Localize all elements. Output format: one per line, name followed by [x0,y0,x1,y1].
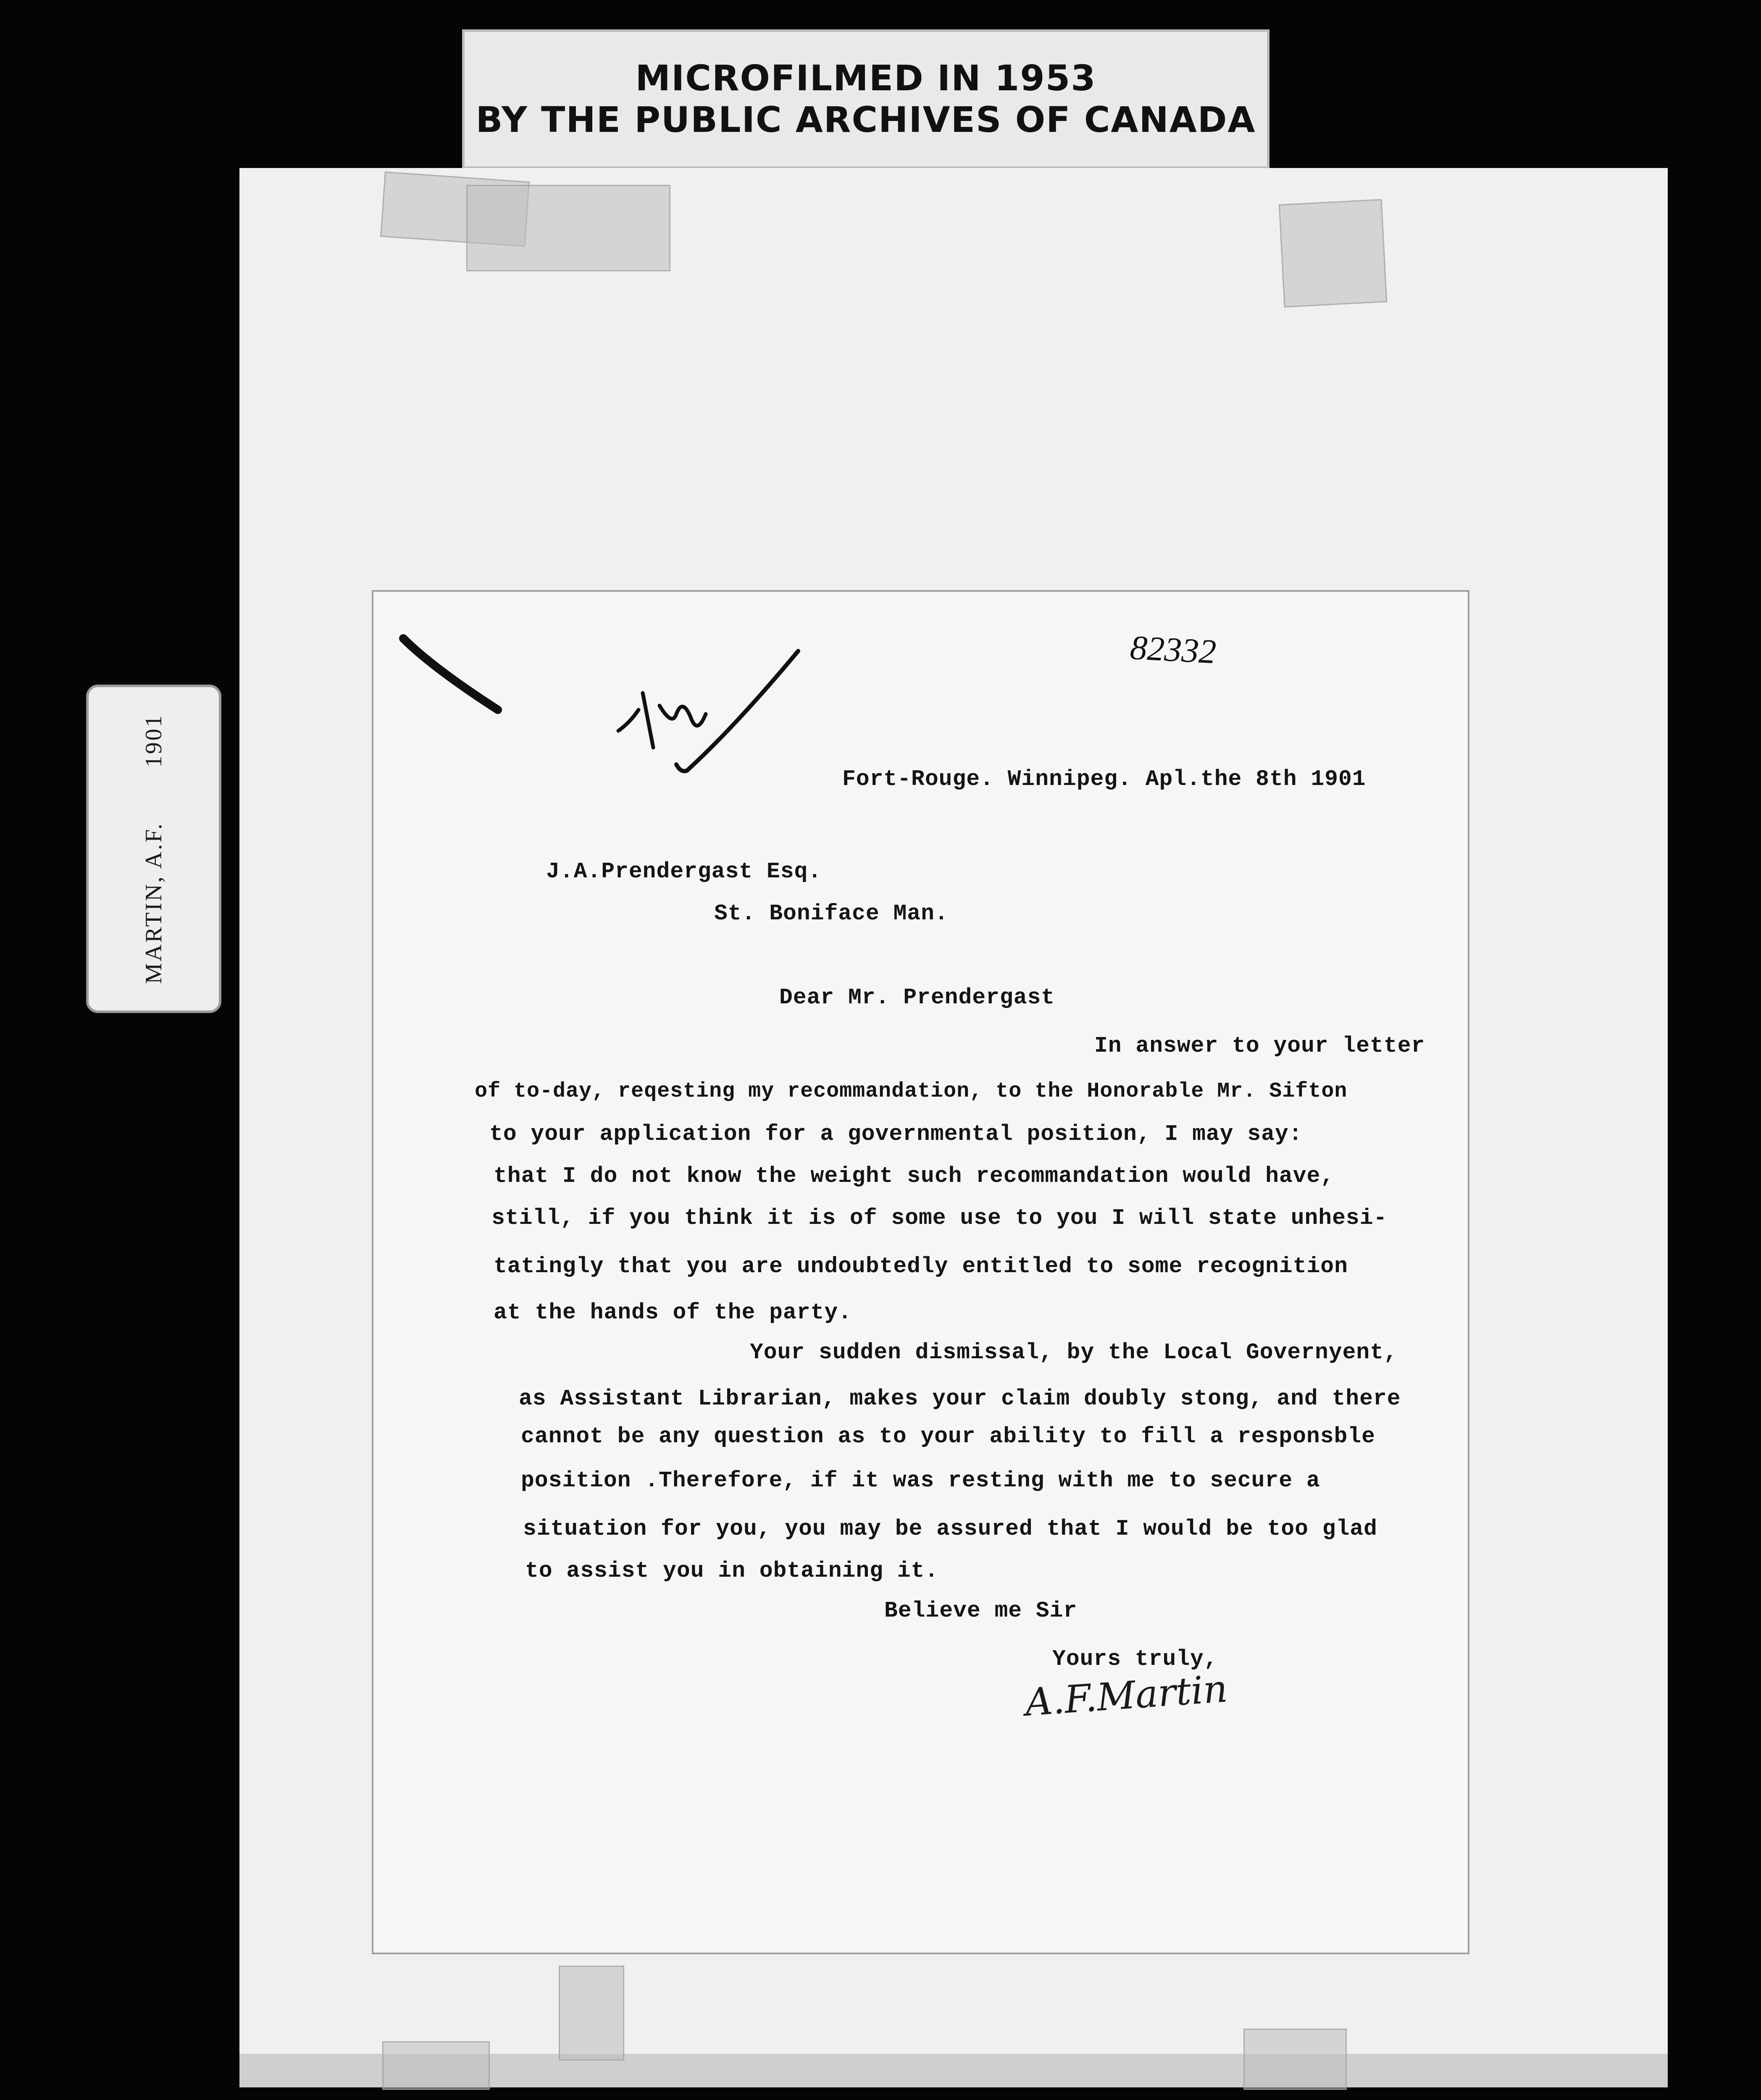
body-line-10: cannot be any question as to your ability to fill a responsble [521,1424,1375,1449]
file-label-year: 1901 [141,714,167,768]
file-label-name: MARTIN, A.F. [141,822,167,984]
closing-yours-truly: Yours truly, [1052,1646,1218,1672]
tape-strip-bottom-left [559,1966,624,2061]
handwritten-signature: A.F.Martin [1023,1667,1229,1725]
handwritten-check-mark [613,643,807,777]
file-label-card [86,685,221,1013]
body-line-6: tatingly that you are undoubtedly entitled to some recognition [494,1254,1348,1279]
salutation: Dear Mr. Prendergast [779,985,1055,1010]
addressee-place: St. Boniface Man. [714,901,949,926]
closing-believe: Believe me Sir [884,1598,1078,1623]
addressee-name: J.A.Prendergast Esq. [546,859,822,884]
body-line-3: to your application for a governmental position, I may say: [489,1121,1303,1147]
body-line-7: at the hands of the party. [494,1300,852,1325]
body-line-11: position .Therefore, if it was resting with me to secure a [521,1468,1320,1493]
file-label-text [140,714,167,984]
body-line-1: In answer to your letter [1094,1033,1425,1058]
tape-strip-top-left-2 [466,185,670,271]
pencil-dash-mark [399,630,508,722]
body-line-5: still, if you think it is of some use to you I will state unhesi- [492,1205,1388,1231]
document-number: 82332 [1129,628,1217,671]
tape-strip-bottom-right [1243,2029,1347,2090]
body-line-12: situation for you, you may be assured that I would be too glad [523,1516,1377,1541]
body-line-13: to assist you in obtaining it. [525,1558,939,1583]
body-line-4: that I do not know the weight such recommandation would have, [494,1163,1335,1189]
banner-line-1: MICROFILMED IN 1953 [635,57,1096,99]
body-line-9: as Assistant Librarian, makes your claim doubly stong, and there [519,1386,1401,1411]
body-line-2: of to-day, reqesting my recommandation, to the Honorable Mr. Sifton [475,1079,1348,1103]
tape-strip-top-right [1279,199,1388,308]
dateline: Fort-Rouge. Winnipeg. Apl.the 8th 1901 [842,766,1366,792]
microfilm-banner [462,29,1269,169]
body-line-8: Your sudden dismissal, by the Local Governyent, [750,1340,1398,1365]
banner-line-2: BY THE PUBLIC ARCHIVES OF CANADA [476,99,1256,140]
tape-strip-bottom-left-2 [382,2041,490,2090]
